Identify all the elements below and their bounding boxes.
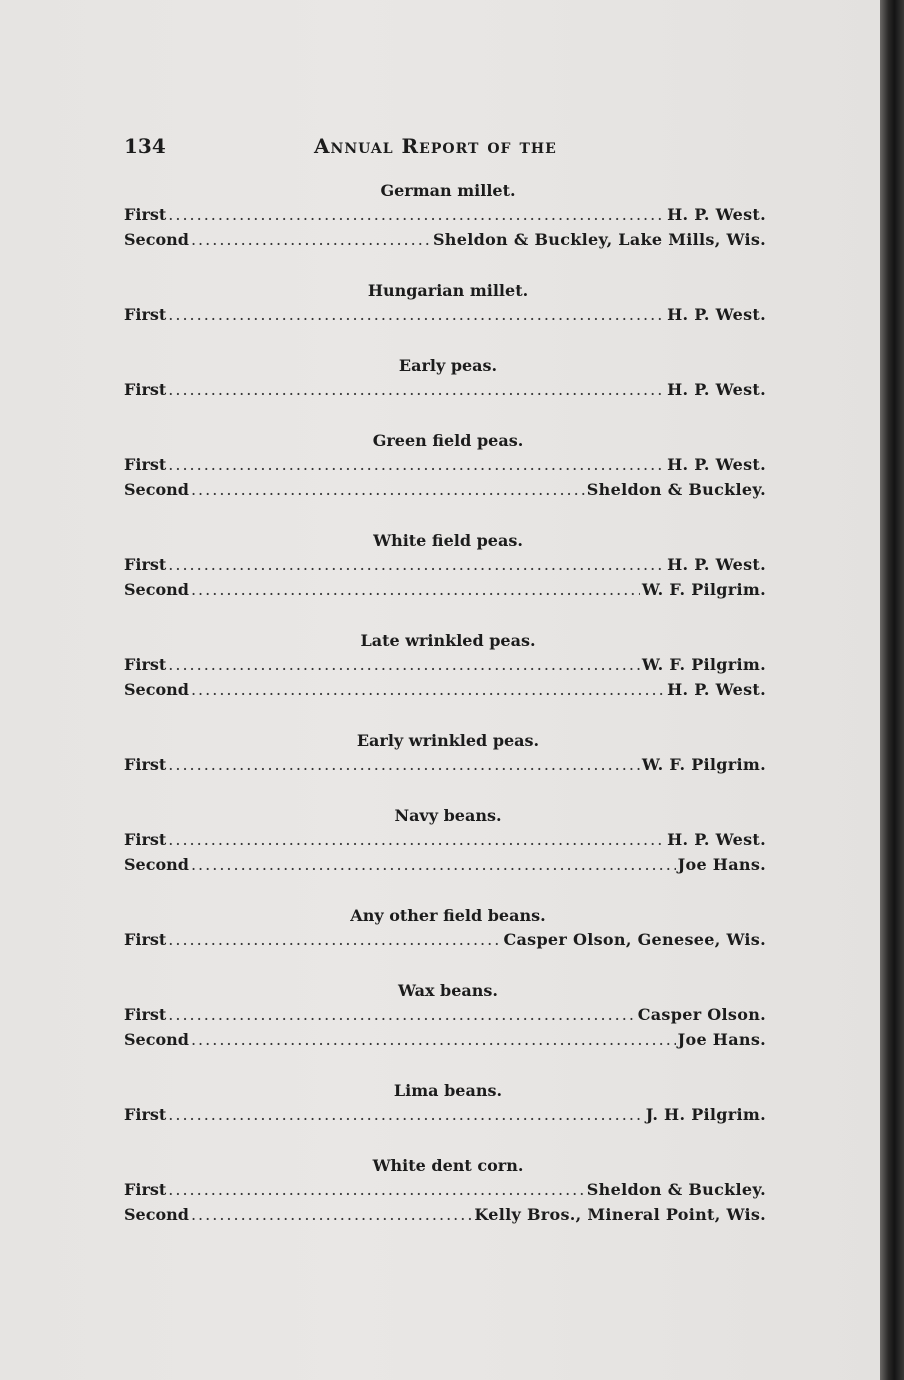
section-wax-beans	[124, 980, 766, 1052]
dot-leader	[168, 1002, 635, 1027]
section-white-dent-corn	[124, 1155, 766, 1227]
book-binding-edge	[880, 0, 904, 1380]
winner-name: Sheldon & Buckley, Lake Mills, Wis.	[432, 230, 766, 249]
list-item	[124, 552, 766, 577]
dot-leader	[191, 677, 665, 702]
winner-name: W. F. Pilgrim.	[641, 655, 766, 674]
dot-leader	[168, 752, 640, 777]
place-label: Second	[124, 230, 189, 249]
dot-leader	[168, 927, 501, 952]
list-item	[124, 752, 766, 777]
list-item	[124, 677, 766, 702]
section-title: Green field peas.	[372, 431, 524, 450]
list-item	[124, 852, 766, 877]
winner-name: Joe Hans.	[677, 855, 766, 874]
winner-name: H. P. West.	[667, 205, 766, 224]
place-label: First	[124, 1180, 167, 1199]
winner-name: Kelly Bros., Mineral Point, Wis.	[474, 1205, 766, 1224]
place-label: First	[124, 755, 167, 774]
section-hungarian-millet	[124, 280, 766, 327]
dot-leader	[191, 1202, 472, 1227]
section-late-wrinkled-peas	[124, 630, 766, 702]
place-label: Second	[124, 580, 189, 599]
place-label: First	[124, 205, 167, 224]
dot-leader	[168, 1177, 585, 1202]
section-lima-beans	[124, 1080, 766, 1127]
winner-name: Casper Olson.	[637, 1005, 766, 1024]
winner-name: Joe Hans.	[677, 1030, 766, 1049]
place-label: First	[124, 555, 167, 574]
section-title: Early peas.	[398, 356, 498, 375]
winner-name: W. F. Pilgrim.	[641, 755, 766, 774]
place-label: First	[124, 930, 167, 949]
list-item	[124, 302, 766, 327]
list-item	[124, 477, 766, 502]
winner-name: H. P. West.	[667, 555, 766, 574]
dot-leader	[168, 1102, 643, 1127]
section-navy-beans	[124, 805, 766, 877]
dot-leader	[168, 652, 640, 677]
winner-name: Sheldon & Buckley.	[586, 1180, 766, 1199]
dot-leader	[191, 1027, 676, 1052]
section-title: Lima beans.	[393, 1081, 503, 1100]
winner-name: H. P. West.	[667, 830, 766, 849]
list-item	[124, 827, 766, 852]
list-item	[124, 202, 766, 227]
section-german-millet	[124, 180, 766, 252]
section-title: Navy beans.	[394, 806, 502, 825]
list-item	[124, 1102, 766, 1127]
list-item	[124, 1002, 766, 1027]
winner-name: J. H. Pilgrim.	[645, 1105, 766, 1124]
list-item	[124, 227, 766, 252]
running-head: Annual Report of the	[314, 134, 557, 158]
premium-list	[124, 180, 766, 1227]
dot-leader	[191, 477, 585, 502]
winner-name: Casper Olson, Genesee, Wis.	[503, 930, 766, 949]
section-title: Any other field beans.	[350, 906, 546, 925]
section-title: Early wrinkled peas.	[356, 731, 540, 750]
place-label: First	[124, 455, 167, 474]
winner-name: W. F. Pilgrim.	[641, 580, 766, 599]
section-title: Wax beans.	[398, 981, 498, 1000]
dot-leader	[168, 202, 665, 227]
dot-leader	[168, 302, 665, 327]
dot-leader	[191, 852, 676, 877]
list-item	[124, 377, 766, 402]
list-item	[124, 577, 766, 602]
place-label: Second	[124, 1205, 189, 1224]
place-label: First	[124, 655, 167, 674]
winner-name: H. P. West.	[667, 305, 766, 324]
place-label: Second	[124, 480, 189, 499]
list-item	[124, 652, 766, 677]
page-number: 134	[124, 134, 166, 158]
winner-name: H. P. West.	[667, 455, 766, 474]
section-any-other-field-beans	[124, 905, 766, 952]
section-title: Hungarian millet.	[367, 281, 529, 300]
section-title: White field peas.	[373, 531, 523, 550]
list-item	[124, 927, 766, 952]
page-header	[124, 134, 764, 160]
dot-leader	[168, 827, 665, 852]
section-white-field-peas	[124, 530, 766, 602]
list-item	[124, 1027, 766, 1052]
list-item	[124, 452, 766, 477]
section-title: White dent corn.	[372, 1156, 524, 1175]
dot-leader	[191, 227, 431, 252]
place-label: Second	[124, 1030, 189, 1049]
winner-name: Sheldon & Buckley.	[586, 480, 766, 499]
place-label: First	[124, 305, 167, 324]
list-item	[124, 1177, 766, 1202]
place-label: Second	[124, 855, 189, 874]
place-label: First	[124, 1105, 167, 1124]
section-title: Late wrinkled peas.	[360, 631, 536, 650]
place-label: First	[124, 380, 167, 399]
dot-leader	[168, 452, 665, 477]
place-label: First	[124, 1005, 167, 1024]
section-early-wrinkled-peas	[124, 730, 766, 777]
dot-leader	[168, 552, 665, 577]
winner-name: H. P. West.	[667, 680, 766, 699]
dot-leader	[168, 377, 665, 402]
section-green-field-peas	[124, 430, 766, 502]
dot-leader	[191, 577, 640, 602]
winner-name: H. P. West.	[667, 380, 766, 399]
list-item	[124, 1202, 766, 1227]
place-label: First	[124, 830, 167, 849]
place-label: Second	[124, 680, 189, 699]
section-early-peas	[124, 355, 766, 402]
section-title: German millet.	[380, 181, 516, 200]
